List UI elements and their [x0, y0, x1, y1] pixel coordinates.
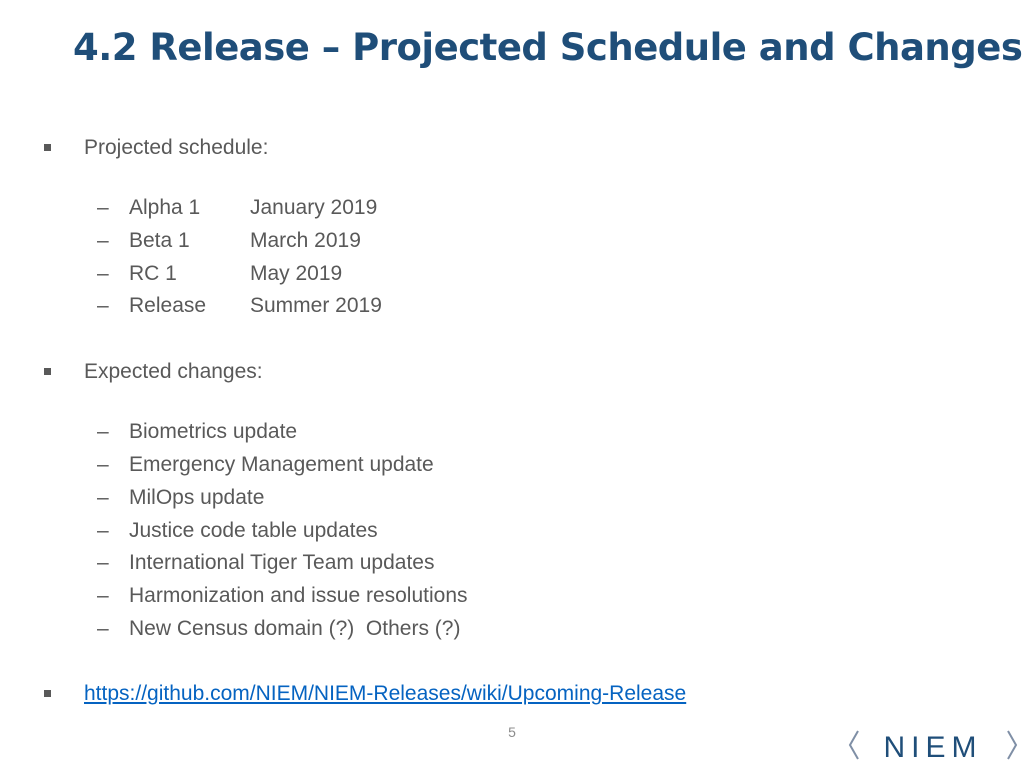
upcoming-release-link[interactable]: https://github.com/NIEM/NIEM-Releases/wiki/Upcoming-Release — [84, 682, 687, 705]
slide-title: 4.2 Release – Projected Schedule and Changes — [73, 26, 1023, 69]
niem-logo — [848, 727, 1018, 767]
dash-bullet-icon: – — [97, 486, 109, 509]
square-bullet-icon — [44, 144, 51, 151]
schedule-label: Beta 1 — [129, 229, 190, 252]
dash-bullet-icon: – — [97, 551, 109, 574]
dash-bullet-icon: – — [97, 584, 109, 607]
dash-bullet-icon: – — [97, 420, 109, 443]
change-text: Emergency Management update — [129, 453, 434, 476]
schedule-date: March 2019 — [250, 229, 361, 252]
change-text: New Census domain (?) Others (?) — [129, 617, 461, 640]
dash-bullet-icon: – — [97, 617, 109, 640]
dash-bullet-icon: – — [97, 453, 109, 476]
square-bullet-icon — [44, 368, 51, 375]
change-text: Harmonization and issue resolutions — [129, 584, 468, 607]
logo-text: NIEM — [883, 731, 983, 764]
dash-bullet-icon: – — [97, 294, 109, 317]
change-text: Justice code table updates — [129, 519, 378, 542]
dash-bullet-icon: – — [97, 519, 109, 542]
schedule-label: Alpha 1 — [129, 196, 201, 219]
page-number: 5 — [508, 724, 516, 740]
niem-logo-icon — [848, 727, 1018, 767]
schedule-date: January 2019 — [250, 196, 378, 219]
dash-bullet-icon: – — [97, 262, 109, 285]
schedule-date: May 2019 — [250, 262, 343, 285]
change-text: International Tiger Team updates — [129, 551, 435, 574]
bullet-text: Projected schedule: — [84, 136, 269, 159]
bullet-text: Expected changes: — [84, 360, 263, 383]
schedule-label: Release — [129, 294, 207, 317]
schedule-date: Summer 2019 — [250, 294, 382, 317]
square-bullet-icon — [44, 690, 51, 697]
change-text: Biometrics update — [129, 420, 298, 443]
dash-bullet-icon: – — [97, 229, 109, 252]
dash-bullet-icon: – — [97, 196, 109, 219]
change-text: MilOps update — [129, 486, 265, 509]
schedule-label: RC 1 — [129, 262, 177, 285]
